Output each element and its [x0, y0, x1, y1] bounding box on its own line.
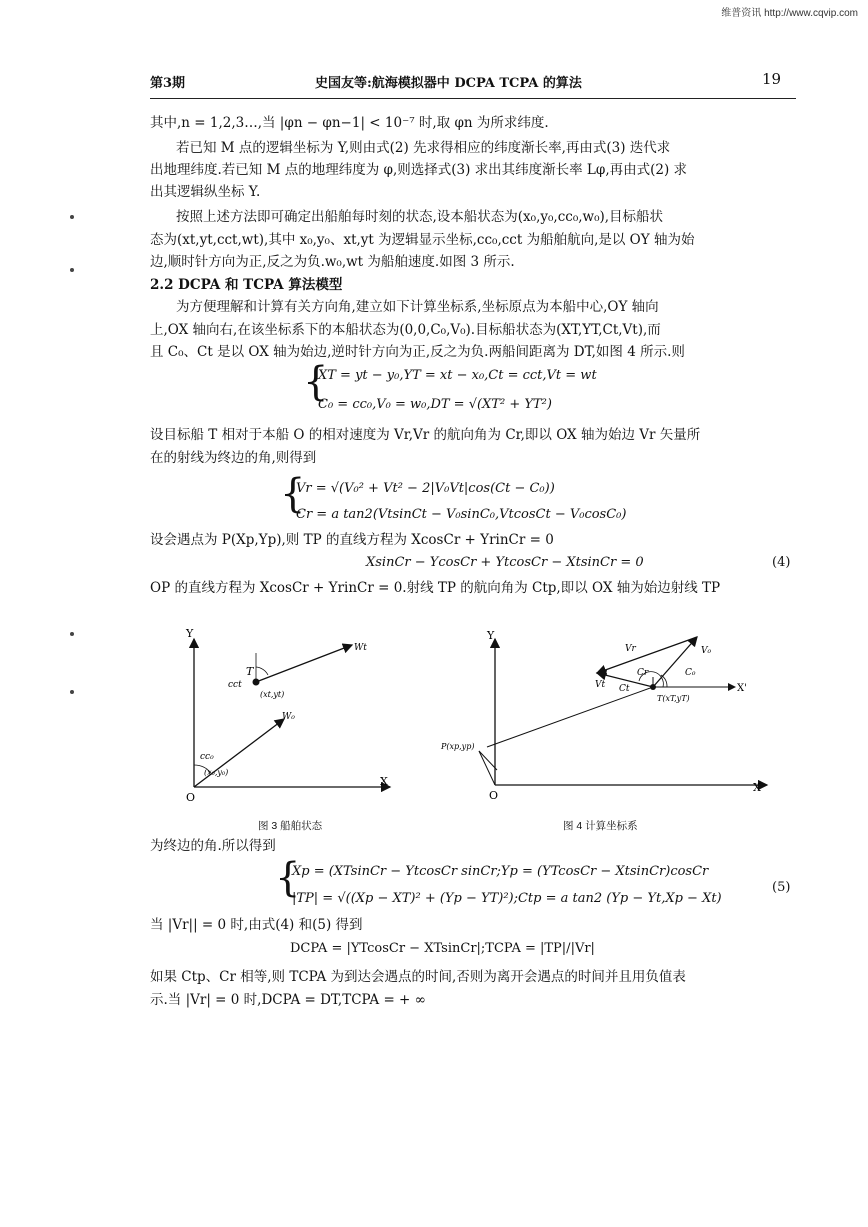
equation-line: |TP| = √((Xp − XT)² + (Yp − YT)²);Ctp = a tan2 (Yp − Yt,Xp − Xt) — [292, 891, 722, 906]
equation-line: DCPA = |YTcosCr − XTsinCr|;TCPA = |TP|/|Vr| — [290, 941, 595, 956]
fig3-cct-label: cct — [228, 680, 242, 690]
fig4-op-line — [479, 751, 495, 785]
figure-3-caption: 图 3 船舶状态 — [258, 820, 323, 832]
fig3-w0-label: W₀ — [282, 712, 295, 722]
fig3-own-coords: (x₀,y₀) — [204, 768, 229, 777]
fig3-cc0-label: cc₀ — [200, 752, 214, 762]
page-number: 19 — [762, 70, 782, 88]
paragraph-line: 为方便理解和计算有关方向角,建立如下计算坐标系,坐标原点为本船中心,OY 轴向 — [176, 299, 659, 315]
fig4-tp-line — [487, 687, 653, 747]
fig4-target-label: T(xT,yT) — [657, 694, 690, 703]
paragraph-line: 示.当 |Vr| = 0 时,DCPA = DT,TCPA = + ∞ — [150, 992, 426, 1008]
paragraph-line: OP 的直线方程为 XcosCr + YrinCr = 0.射线 TP 的航向角为 Ctp,即以 OX 轴为始边射线 TP — [150, 580, 721, 596]
issue-label: 第3期 — [150, 76, 186, 91]
equation-line: XT = yt − y₀,YT = xt − x₀,Ct = cct,Vt = wt — [318, 368, 597, 383]
equation-line: Xp = (XTsinCr − YtcosCr sinCr;Yp = (YTcosCr − XtsinCr)cosCr — [292, 864, 709, 879]
fig3-target-coords: (xt,yt) — [260, 690, 285, 699]
fig3-wt-label: Wt — [354, 643, 367, 653]
fig3-origin-label: O — [186, 791, 196, 804]
fig4-cr-label: Cr — [637, 668, 649, 678]
paragraph-line: 态为(xt,yt,cct,wt),其中 x₀,y₀、xt,yt 为逻辑显示坐标,cc₀,cct 为船舶航向,是以 OY 轴为始 — [150, 232, 695, 248]
equation-brace: { — [275, 855, 301, 901]
watermark: 维普资讯 http://www.cqvip.com — [721, 8, 858, 19]
fig4-x-prime-label: X' — [737, 683, 747, 694]
paragraph-line: 上,OX 轴向右,在该坐标系下的本船状态为(0,0,C₀,V₀).目标船状态为(XT,YT,Ct,Vt),而 — [150, 322, 661, 338]
margin-mark — [70, 215, 74, 219]
equation-line: Cr = a tan2(VtsinCt − V₀sinC₀,VtcosCt − V₀cosC₀) — [296, 507, 627, 522]
fig4-y-label: Y — [487, 629, 495, 642]
paragraph-line: 设目标船 T 相对于本船 O 的相对速度为 Vr,Vr 的航向角为 Cr,即以 OX 轴为始边 Vr 矢量所 — [150, 427, 701, 443]
fig3-wt-vector — [256, 645, 352, 682]
fig3-y-label: Y — [186, 627, 194, 640]
equation-number: (4) — [772, 555, 791, 570]
fig3-cct-arc — [256, 667, 268, 675]
figure-3 — [170, 625, 420, 825]
margin-mark — [70, 632, 74, 636]
equation-number: (5) — [772, 880, 791, 895]
paragraph-line: 在的射线为终边的角,则得到 — [150, 450, 317, 466]
fig4-vr-label: Vr — [625, 644, 636, 654]
paragraph-line: 按照上述方法即可确定出船舶每时刻的状态,设本船状态为(x₀,y₀,cc₀,w₀),目标船状 — [176, 209, 664, 225]
equation-brace: { — [280, 471, 306, 517]
equation-line: XsinCr − YcosCr + YtcosCr − XtsinCr = 0 — [366, 555, 644, 570]
paragraph-line: 为终边的角.所以得到 — [150, 838, 276, 854]
fig4-vt-label: Vt — [595, 680, 606, 690]
section-heading: 2.2 DCPA 和 TCPA 算法模型 — [150, 277, 343, 293]
margin-mark — [70, 268, 74, 272]
paragraph-line: 出地理纬度.若已知 M 点的地理纬度为 φ,则选择式(3) 求出其纬度渐长率 Lφ,再由式(2) 求 — [150, 162, 688, 178]
equation-line: Vr = √(V₀² + Vt² − 2|V₀Vt|cos(Ct − C₀)) — [296, 481, 555, 496]
fig4-x-label: X — [753, 781, 761, 794]
margin-mark — [70, 690, 74, 694]
fig4-p-drop — [479, 751, 497, 770]
fig4-target-point — [650, 684, 656, 690]
equation-brace: { — [303, 359, 329, 405]
header-rule — [150, 98, 796, 99]
paragraph-line: 当 |Vr|| = 0 时,由式(4) 和(5) 得到 — [150, 917, 363, 933]
fig4-v0-label: V₀ — [701, 646, 712, 656]
paragraph-line: 出其逻辑纵坐标 Y. — [150, 184, 261, 200]
fig3-target-label: T — [246, 665, 254, 678]
fig4-origin-label: O — [489, 789, 499, 802]
fig4-ct-label: Ct — [619, 684, 630, 694]
running-title: 史国友等:航海模拟器中 DCPA TCPA 的算法 — [315, 76, 582, 91]
fig3-x-label: X — [380, 775, 388, 788]
paragraph-line: 其中,n = 1,2,3…,当 |φn − φn−1| < 10⁻⁷ 时,取 φn 为所求纬度. — [150, 115, 549, 131]
paragraph-line: 设会遇点为 P(Xp,Yp),则 TP 的直线方程为 XcosCr + YrinCr = 0 — [150, 532, 554, 548]
paragraph-line: 边,顺时针方向为正,反之为负.w₀,wt 为船舶速度.如图 3 所示. — [150, 254, 515, 270]
fig4-p-label: P(xp,yp) — [441, 742, 475, 751]
paragraph-line: 且 C₀、Ct 是以 OX 轴为始边,逆时针方向为正,反之为负.两船间距离为 DT,如图 4 所示.则 — [150, 344, 685, 360]
figure-4-caption: 图 4 计算坐标系 — [563, 820, 638, 832]
paragraph-line: 若已知 M 点的逻辑坐标为 Y,则由式(2) 先求得相应的纬度渐长率,再由式(3) 迭代求 — [176, 140, 671, 156]
figure-4 — [435, 625, 780, 825]
equation-line: C₀ = cc₀,V₀ = w₀,DT = √(XT² + YT²) — [318, 397, 552, 412]
fig4-c0-label: C₀ — [685, 668, 696, 678]
paragraph-line: 如果 Ctp、Cr 相等,则 TCPA 为到达会遇点的时间,否则为离开会遇点的时间并且用负值表 — [150, 969, 686, 985]
